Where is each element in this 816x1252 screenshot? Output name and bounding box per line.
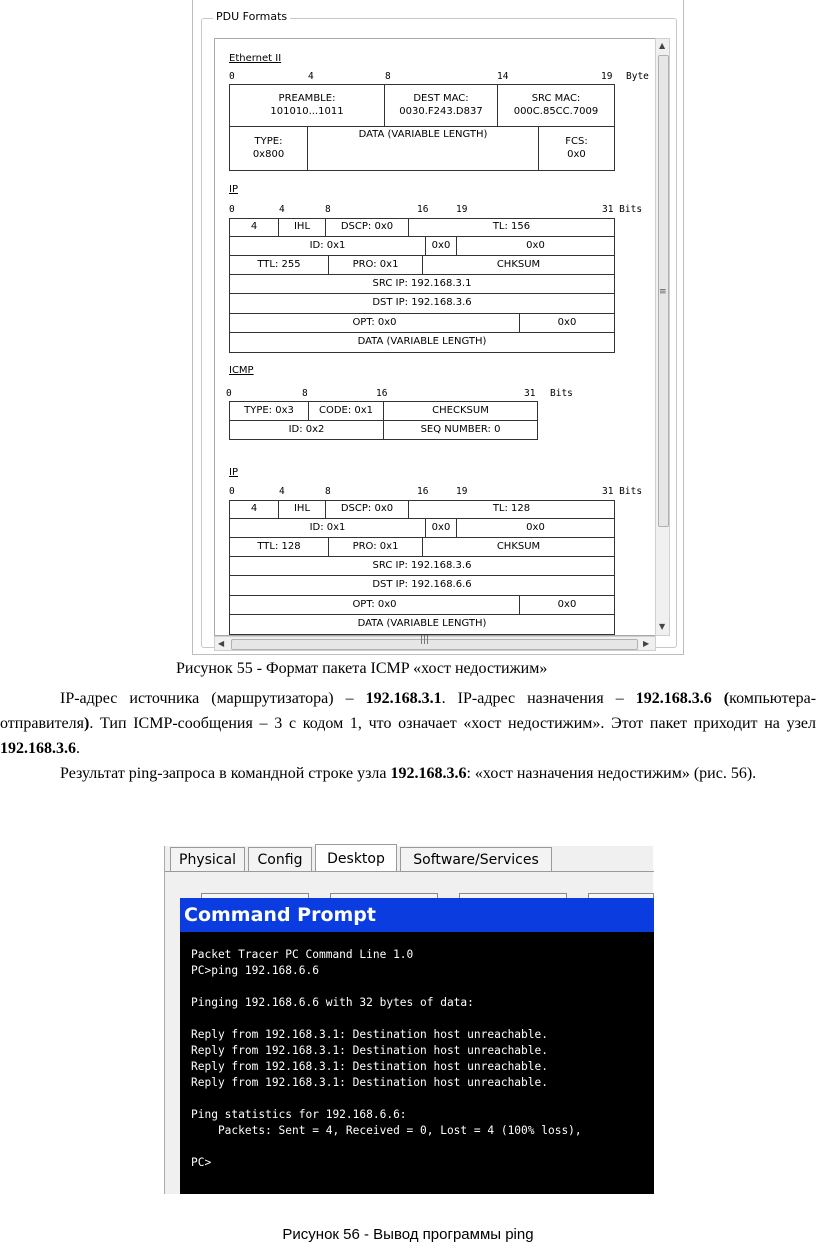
icmp-section-title: ICMP: [229, 365, 254, 376]
paragraph-2: Результат ping-запроса в командной строке узла 192.168.3.6: «хост назначения недостижим» (рис. 56).: [60, 765, 757, 782]
pdu-horizontal-scrollbar[interactable]: [214, 636, 656, 651]
ip1-checksum-cell: CHKSUM: [422, 255, 615, 275]
ip2-dscp-cell: DSCP: 0x0: [325, 500, 409, 519]
console-line: Reply from 192.168.3.1: Destination host unreachable.: [191, 1028, 548, 1041]
ip1-frag-cell: 0x0: [456, 236, 615, 256]
scroll-left-icon[interactable]: ◀: [218, 639, 225, 648]
icmp-checksum-cell: CHECKSUM: [383, 401, 538, 421]
ip1-padding-cell: 0x0: [519, 313, 615, 333]
tab-config[interactable]: Config: [248, 847, 312, 871]
tab-software-services[interactable]: Software/Services: [400, 847, 552, 871]
ip1-flags-cell: 0x0: [425, 236, 457, 256]
console-line: Reply from 192.168.3.1: Destination host unreachable.: [191, 1060, 548, 1073]
command-prompt-console[interactable]: [180, 932, 654, 1194]
ip2-dst-ip-cell: DST IP: 192.168.6.6: [229, 575, 615, 596]
ip1-src-ip-cell: SRC IP: 192.168.3.1: [229, 274, 615, 294]
eth-preamble-cell: PREAMBLE: 101010...1011: [229, 84, 385, 127]
ip2-protocol-cell: PRO: 0x1: [328, 537, 423, 557]
tab-desktop[interactable]: Desktop: [315, 844, 397, 872]
ip2-section-title: IP: [229, 467, 238, 478]
pdu-view[interactable]: Ethernet II 0 4 8 14 19 Byte PREAMBLE: 101010...1011 DEST MAC: 0030.F243.D837 SRC MAC: 000C.85CC.7009 TYPE: 0x800 DATA (VARIABLE LENGTH) FCS: 0x0 IP 0 4 8 16 19 31 Bits 4 IHL DSCP: 0x0 TL: 156 ID: 0x1 0x0 0x0 TTL: 255 PRO: 0x1 CHKSUM SRC IP: 192.168.3.1 DST IP: 192.168.3.6 OPT: 0x0 0x0 DATA (VARIABLE LENGTH) ICMP 0 8 16 31 Bits TYPE: 0x3 CODE: 0x1 CHECKSUM ID: 0x2 SEQ NUMBER: 0 IP 0 4 8 16 19 31 Bits 4 IHL DSCP: 0x0 TL: 128 ID: 0x1 0x0 0x0 TTL: 128 PRO: 0x1 CHKSUM SRC IP: 192.168.3.6 DST IP: 192.168.6.6 OPT: 0x0 0x0 DATA (VARIABLE LENGTH): [214, 38, 656, 636]
ip2-id-cell: ID: 0x1: [229, 518, 426, 538]
ip1-section-title: IP: [229, 184, 238, 195]
ip2-flags-cell: 0x0: [425, 518, 457, 538]
tab-physical[interactable]: Physical: [170, 847, 245, 871]
ip1-id-cell: ID: 0x1: [229, 236, 426, 256]
eth-type-cell: TYPE: 0x800: [229, 126, 308, 171]
tab-divider: [165, 871, 654, 872]
pdu-formats-legend: PDU Formats: [213, 10, 290, 23]
console-line: PC>ping 192.168.6.6: [191, 964, 319, 977]
ip1-dst-ip-cell: DST IP: 192.168.3.6: [229, 293, 615, 314]
ip1-protocol-cell: PRO: 0x1: [328, 255, 423, 275]
horizontal-grip-icon: |||: [420, 635, 430, 645]
icmp-code-cell: CODE: 0x1: [308, 401, 384, 421]
scroll-right-icon[interactable]: ▶: [643, 639, 650, 648]
ip2-ttl-cell: TTL: 128: [229, 537, 329, 557]
paragraph-1: IP-адрес источника (маршрутизатора) – 192.168.3.1. IP-адрес назначения – 192.168.3.6 (компьютера-отправителя). Тип ICMP-сообщения – 3 с кодом 1, что означает «хост недостижим». Этот пакет приходит на узел 192.168.3.6.: [0, 690, 816, 757]
horizontal-scroll-thumb[interactable]: [231, 639, 638, 650]
ip2-tl-cell: TL: 128: [408, 500, 615, 519]
ip1-options-cell: OPT: 0x0: [229, 313, 520, 333]
console-line: Reply from 192.168.3.1: Destination host unreachable.: [191, 1076, 548, 1089]
icmp-type-cell: TYPE: 0x3: [229, 401, 309, 421]
ip2-frag-cell: 0x0: [456, 518, 615, 538]
ethernet-section-title: Ethernet II: [229, 53, 282, 64]
console-line: Packets: Sent = 4, Received = 0, Lost = 4 (100% loss),: [191, 1124, 582, 1137]
eth-data-cell: DATA (VARIABLE LENGTH): [307, 126, 539, 171]
eth-src-mac-cell: SRC MAC: 000C.85CC.7009: [497, 84, 615, 127]
scroll-up-icon[interactable]: ▲: [659, 41, 666, 50]
ip2-src-ip-cell: SRC IP: 192.168.3.6: [229, 556, 615, 576]
command-prompt-title: Command Prompt: [180, 898, 654, 932]
ip2-padding-cell: 0x0: [519, 595, 615, 615]
packet-tracer-window: [164, 846, 653, 1194]
scroll-down-icon[interactable]: ▼: [659, 622, 666, 631]
icmp-id-cell: ID: 0x2: [229, 420, 384, 440]
console-line: Pinging 192.168.6.6 with 32 bytes of data:: [191, 996, 474, 1009]
console-prompt: PC>: [191, 1156, 212, 1169]
ip2-data-cell: DATA (VARIABLE LENGTH): [229, 614, 615, 635]
figure-55-caption: Рисунок 55 - Формат пакета ICMP «хост недостижим»: [176, 660, 548, 677]
eth-fcs-cell: FCS: 0x0: [538, 126, 615, 171]
figure-56-caption: Рисунок 56 - Вывод программы ping: [282, 1226, 534, 1243]
console-line: Ping statistics for 192.168.6.6:: [191, 1108, 407, 1121]
eth-dest-mac-cell: DEST MAC: 0030.F243.D837: [384, 84, 498, 127]
pdu-vertical-scrollbar[interactable]: [655, 38, 670, 636]
ip1-tl-cell: TL: 156: [408, 218, 615, 237]
ip1-dscp-cell: DSCP: 0x0: [325, 218, 409, 237]
ip2-checksum-cell: CHKSUM: [422, 537, 615, 557]
ip2-ihl-cell: IHL: [278, 500, 326, 519]
ip2-version-cell: 4: [229, 500, 279, 519]
vertical-grip-icon: ≡: [659, 287, 667, 297]
console-line: Reply from 192.168.3.1: Destination host unreachable.: [191, 1044, 548, 1057]
ip2-options-cell: OPT: 0x0: [229, 595, 520, 615]
ip1-data-cell: DATA (VARIABLE LENGTH): [229, 332, 615, 353]
ip1-version-cell: 4: [229, 218, 279, 237]
console-line: Packet Tracer PC Command Line 1.0: [191, 948, 414, 961]
ip1-ihl-cell: IHL: [278, 218, 326, 237]
icmp-seq-cell: SEQ NUMBER: 0: [383, 420, 538, 440]
ip1-ttl-cell: TTL: 255: [229, 255, 329, 275]
